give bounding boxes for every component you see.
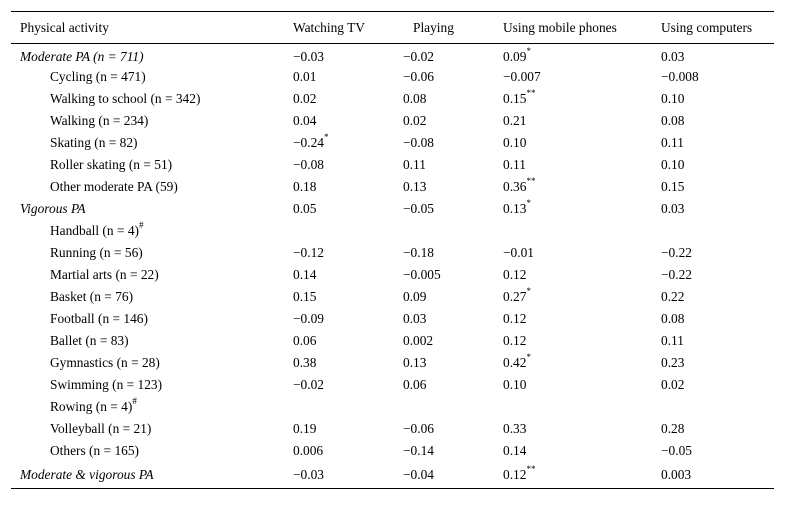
value-cell [661, 264, 774, 286]
cell-value: −0.08 [403, 134, 434, 150]
significance-mark: * [526, 351, 531, 362]
cell-value: 0.42 [503, 354, 527, 370]
cell-value: −0.005 [403, 266, 441, 282]
value-cell [661, 352, 774, 374]
value-cell [403, 176, 503, 198]
cell-value: −0.008 [661, 68, 699, 84]
cell-value: −0.06 [403, 68, 434, 84]
table-row [11, 220, 774, 242]
cell-value: 0.10 [503, 134, 527, 150]
cell-value: −0.08 [293, 156, 324, 172]
value-cell [503, 286, 661, 308]
correlation-table [11, 11, 774, 489]
value-cell [661, 396, 774, 418]
table-row [11, 110, 774, 132]
cell-value: 0.02 [661, 376, 685, 392]
cell-value: −0.01 [503, 244, 534, 260]
cell-value: 0.11 [403, 156, 426, 172]
row-label [11, 440, 293, 462]
value-cell [661, 154, 774, 176]
value-cell [293, 242, 403, 264]
value-cell [403, 440, 503, 462]
row-label-text: Others (n = 165) [50, 442, 139, 458]
value-cell [503, 176, 661, 198]
value-cell [503, 66, 661, 88]
cell-value: 0.08 [661, 310, 685, 326]
cell-value: 0.36 [503, 178, 527, 194]
value-cell [293, 132, 403, 154]
significance-mark: * [526, 285, 531, 296]
value-cell [293, 176, 403, 198]
cell-value: −0.22 [661, 266, 692, 282]
cell-value: 0.006 [293, 442, 324, 458]
row-label [11, 66, 293, 88]
value-cell [403, 286, 503, 308]
cell-value: 0.19 [293, 420, 317, 436]
cell-value: 0.18 [293, 178, 317, 194]
row-label [11, 88, 293, 110]
row-label-text: Other moderate PA (59) [50, 178, 178, 194]
value-cell [503, 132, 661, 154]
table-row [11, 176, 774, 198]
value-cell [661, 198, 774, 220]
value-cell [403, 66, 503, 88]
row-label-text: Football (n = 146) [50, 310, 148, 326]
table-row [11, 88, 774, 110]
value-cell [661, 418, 774, 440]
cell-value: −0.09 [293, 310, 324, 326]
row-label [11, 198, 293, 220]
header-using-mobile-phones: Using mobile phones [503, 19, 617, 35]
row-label [11, 352, 293, 374]
value-cell [503, 264, 661, 286]
table-row [11, 462, 774, 489]
cell-value: 0.13 [403, 354, 427, 370]
cell-value: −0.24 [293, 134, 324, 150]
cell-value: 0.10 [661, 156, 685, 172]
value-cell [503, 44, 661, 66]
table-row [11, 352, 774, 374]
value-cell [293, 330, 403, 352]
value-cell [403, 418, 503, 440]
table-row [11, 132, 774, 154]
row-label-text: Handball (n = 4) [50, 222, 139, 238]
value-cell [293, 154, 403, 176]
value-cell [403, 462, 503, 489]
row-label [11, 242, 293, 264]
value-cell [403, 88, 503, 110]
cell-value: 0.03 [403, 310, 427, 326]
value-cell [293, 286, 403, 308]
cell-value: 0.08 [403, 90, 427, 106]
cell-value: 0.21 [503, 112, 527, 128]
cell-value: 0.12 [503, 466, 527, 482]
cell-value: 0.14 [293, 266, 317, 282]
value-cell [293, 198, 403, 220]
value-cell [403, 198, 503, 220]
value-cell [403, 44, 503, 66]
cell-value: 0.03 [661, 48, 685, 64]
table-body [11, 44, 774, 489]
cell-value: −0.18 [403, 244, 434, 260]
row-label-text: Ballet (n = 83) [50, 332, 129, 348]
value-cell [661, 286, 774, 308]
significance-mark: * [526, 45, 531, 56]
cell-value: 0.10 [503, 376, 527, 392]
value-cell [503, 352, 661, 374]
significance-mark: ** [526, 87, 536, 98]
row-label [11, 264, 293, 286]
value-cell [661, 88, 774, 110]
header-watching-tv: Watching TV [293, 19, 365, 35]
value-cell [503, 88, 661, 110]
header-using-computers: Using computers [661, 19, 753, 35]
table-row [11, 66, 774, 88]
row-label [11, 176, 293, 198]
value-cell [661, 176, 774, 198]
cell-value: −0.007 [503, 68, 541, 84]
value-cell [293, 440, 403, 462]
table-row [11, 44, 774, 66]
value-cell [661, 220, 774, 242]
row-label [11, 330, 293, 352]
value-cell [503, 154, 661, 176]
value-cell [661, 110, 774, 132]
cell-value: 0.08 [661, 112, 685, 128]
cell-value: 0.33 [503, 420, 527, 436]
value-cell [293, 88, 403, 110]
value-cell [293, 220, 403, 242]
cell-value: 0.12 [503, 310, 527, 326]
cell-value: 0.06 [403, 376, 427, 392]
table-row [11, 374, 774, 396]
value-cell [661, 462, 774, 489]
cell-value: −0.04 [403, 466, 434, 482]
cell-value: 0.15 [293, 288, 317, 304]
cell-value: 0.002 [403, 332, 434, 348]
significance-mark: ** [526, 175, 536, 186]
value-cell [403, 110, 503, 132]
cell-value: 0.02 [403, 112, 427, 128]
value-cell [293, 44, 403, 66]
cell-value: −0.03 [293, 466, 324, 482]
value-cell [503, 308, 661, 330]
cell-value: −0.05 [403, 200, 434, 216]
value-cell [403, 374, 503, 396]
table-row [11, 198, 774, 220]
value-cell [661, 66, 774, 88]
cell-value: 0.003 [661, 466, 692, 482]
value-cell [503, 242, 661, 264]
cell-value: 0.15 [661, 178, 685, 194]
cell-value: 0.01 [293, 68, 317, 84]
value-cell [293, 418, 403, 440]
value-cell [503, 220, 661, 242]
cell-value: −0.12 [293, 244, 324, 260]
cell-value: 0.02 [293, 90, 317, 106]
significance-mark: * [324, 131, 329, 142]
row-label-text: Walking to school (n = 342) [50, 90, 201, 106]
table-row [11, 242, 774, 264]
cell-value: 0.09 [403, 288, 427, 304]
table-row [11, 154, 774, 176]
table-row [11, 330, 774, 352]
cell-value: −0.22 [661, 244, 692, 260]
cell-value: 0.14 [503, 442, 527, 458]
table-row [11, 264, 774, 286]
row-label-text: Gymnastics (n = 28) [50, 354, 160, 370]
cell-value: 0.06 [293, 332, 317, 348]
row-label-text: Roller skating (n = 51) [50, 156, 173, 172]
cell-value: 0.04 [293, 112, 317, 128]
value-cell [661, 132, 774, 154]
value-cell [661, 440, 774, 462]
row-label [11, 220, 293, 242]
value-cell [661, 330, 774, 352]
cell-value: −0.02 [293, 376, 324, 392]
table-row [11, 418, 774, 440]
cell-value: 0.11 [503, 156, 526, 172]
value-cell [661, 242, 774, 264]
row-label-text: Martial arts (n = 22) [50, 266, 159, 282]
cell-value: −0.05 [661, 442, 692, 458]
value-cell [403, 154, 503, 176]
value-cell [503, 110, 661, 132]
value-cell [403, 308, 503, 330]
value-cell [403, 264, 503, 286]
significance-mark: ** [526, 463, 536, 474]
cell-value: 0.22 [661, 288, 685, 304]
value-cell [293, 110, 403, 132]
row-label [11, 110, 293, 132]
cell-value: 0.28 [661, 420, 685, 436]
value-cell [503, 198, 661, 220]
value-cell [661, 374, 774, 396]
cell-value: 0.12 [503, 332, 527, 348]
value-cell [403, 330, 503, 352]
row-label-text: Rowing (n = 4) [50, 398, 133, 414]
value-cell [403, 220, 503, 242]
row-label [11, 462, 293, 489]
cell-value: 0.11 [661, 134, 684, 150]
value-cell [503, 396, 661, 418]
header-physical-activity: Physical activity [20, 19, 109, 35]
cell-value: 0.12 [503, 266, 527, 282]
row-label-text: Swimming (n = 123) [50, 376, 163, 392]
value-cell [293, 462, 403, 489]
header-row [11, 12, 774, 44]
header-playing: Playing [413, 19, 454, 35]
cell-value: −0.14 [403, 442, 434, 458]
value-cell [293, 396, 403, 418]
row-label-text: Skating (n = 82) [50, 134, 138, 150]
cell-value: −0.02 [403, 48, 434, 64]
cell-value: 0.10 [661, 90, 685, 106]
row-label [11, 44, 293, 66]
value-cell [293, 308, 403, 330]
row-label [11, 374, 293, 396]
cell-value: 0.15 [503, 90, 527, 106]
row-label-text: Moderate PA (n = 711) [20, 48, 144, 64]
value-cell [293, 264, 403, 286]
significance-mark: * [526, 197, 531, 208]
cell-value: 0.27 [503, 288, 527, 304]
value-cell [293, 66, 403, 88]
cell-value: 0.38 [293, 354, 317, 370]
row-label [11, 154, 293, 176]
value-cell [403, 242, 503, 264]
row-label [11, 418, 293, 440]
row-label-text: Running (n = 56) [50, 244, 143, 260]
value-cell [403, 132, 503, 154]
table-row [11, 308, 774, 330]
cell-value: 0.05 [293, 200, 317, 216]
value-cell [293, 374, 403, 396]
value-cell [503, 330, 661, 352]
row-label-text: Cycling (n = 471) [50, 68, 146, 84]
row-label [11, 286, 293, 308]
value-cell [403, 352, 503, 374]
value-cell [661, 44, 774, 66]
row-label-text: Basket (n = 76) [50, 288, 134, 304]
table-row [11, 286, 774, 308]
cell-value: 0.13 [403, 178, 427, 194]
row-label [11, 308, 293, 330]
row-label-text: Walking (n = 234) [50, 112, 149, 128]
value-cell [403, 396, 503, 418]
row-label-text: Volleyball (n = 21) [50, 420, 152, 436]
table-row [11, 396, 774, 418]
cell-value: −0.06 [403, 420, 434, 436]
label-footnote-mark: # [132, 395, 137, 406]
label-footnote-mark: # [139, 219, 144, 230]
cell-value: 0.23 [661, 354, 685, 370]
cell-value: 0.09 [503, 48, 527, 64]
row-label-text: Moderate & vigorous PA [20, 466, 154, 482]
table-row [11, 440, 774, 462]
value-cell [661, 308, 774, 330]
cell-value: 0.13 [503, 200, 527, 216]
value-cell [503, 462, 661, 489]
value-cell [503, 440, 661, 462]
cell-value: 0.03 [661, 200, 685, 216]
row-label-text: Vigorous PA [20, 200, 86, 216]
cell-value: 0.11 [661, 332, 684, 348]
row-label [11, 132, 293, 154]
cell-value: −0.03 [293, 48, 324, 64]
value-cell [503, 418, 661, 440]
value-cell [503, 374, 661, 396]
row-label [11, 396, 293, 418]
value-cell [293, 352, 403, 374]
